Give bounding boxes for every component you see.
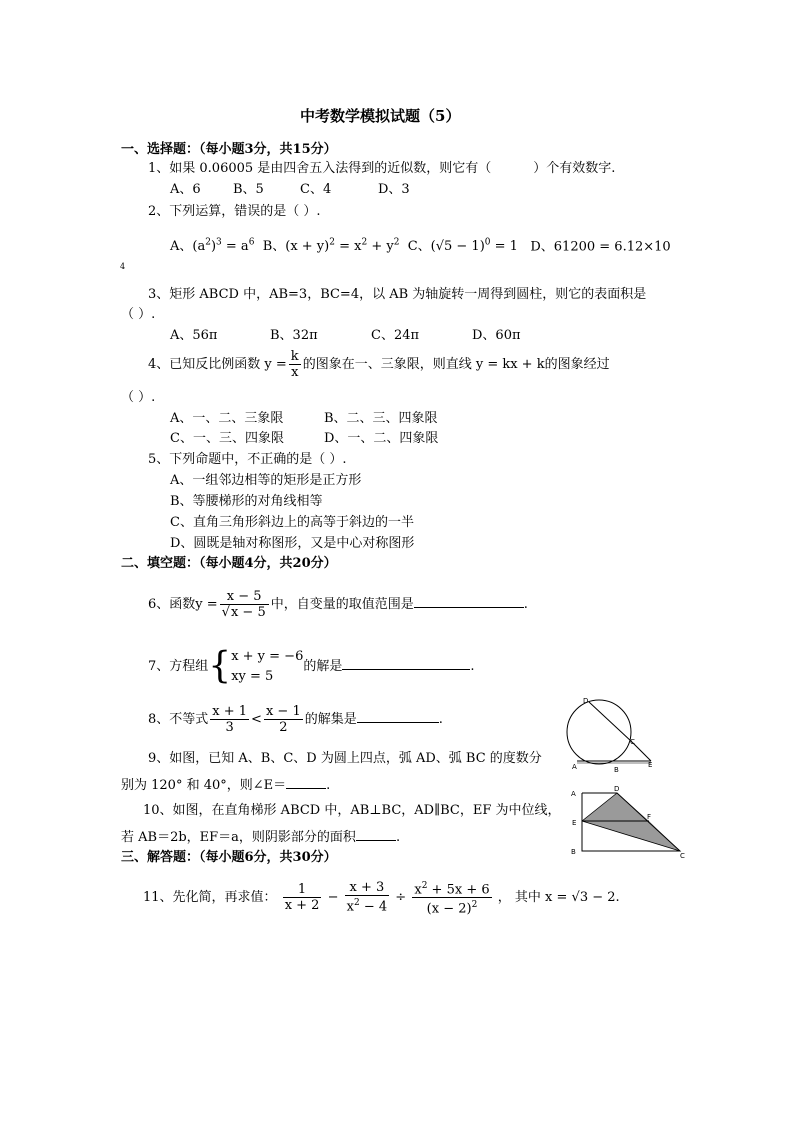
- q4-option-a: A、一、二、三象限: [170, 411, 284, 426]
- q8: 8、不等式 $\frac{x + 1}{3}$ < $\frac{x - 1}{2}$ 的解集是 .: [148, 704, 443, 735]
- q9-line-1: 9、如图，已知 A、B、C、D 为圆上四点，弧 AD、弧 BC 的度数分: [148, 751, 542, 766]
- shaded-upper: [582, 793, 652, 821]
- q11: 11、先化简，再求值： $\frac{1}{x + 2}$ − $\frac{x + 3}{x^2 - 4}$ ÷ $\frac{x^2 + 5x + 6}{(x - 2)^2}$ ， 其中 x = √3 − 2.: [143, 880, 620, 917]
- q3-option-a: A、56π: [170, 328, 218, 343]
- q1-option-d: D、3: [378, 182, 410, 197]
- label-d: D: [614, 785, 620, 793]
- q2-option-a: A、$(a^2)^3 = a^6$: [170, 238, 255, 255]
- q3-option-b: B、32π: [270, 328, 318, 343]
- label-a: A: [572, 763, 577, 771]
- label-b: B: [614, 766, 619, 774]
- q10-trapezoid-figure: [567, 783, 692, 861]
- q9-circle-figure: [563, 692, 658, 774]
- q5-option-c: C、直角三角形斜边上的高等于斜边的一半: [170, 515, 414, 530]
- chord-dc: [589, 702, 632, 742]
- q5-option-d: D、圆既是轴对称图形，又是中心对称图形: [170, 536, 415, 551]
- label-f: F: [647, 813, 652, 821]
- q3-option-d: D、60π: [472, 328, 521, 343]
- label-a: A: [571, 790, 576, 798]
- q3-option-c: C、24π: [371, 328, 420, 343]
- q7: 7、方程组{ x + y = −6 xy = 5 的解是 .: [148, 645, 475, 687]
- label-d: D: [583, 697, 589, 705]
- q1-option-a: A、6: [170, 182, 201, 197]
- q4-option-b: B、二、三、四象限: [324, 411, 438, 426]
- q4-option-c: C、一、三、四象限: [170, 431, 284, 446]
- q3-stem-2: （ ）.: [121, 307, 156, 322]
- q1-option-b: B、5: [233, 182, 264, 197]
- q1-stem-a: 1、如果 0.06005 是由四舍五入法得到的近似数，则它有（: [148, 161, 492, 176]
- q6: 6、函数y = $\frac{x - 5}{√x - 5}$ 中，自变量的取值范围是 .: [148, 589, 528, 620]
- q5-stem: 5、下列命题中，不正确的是（ ）.: [148, 452, 347, 467]
- q2-option-b: B、$(x + y)^2 = x^2 + y^2$: [262, 238, 400, 255]
- q2-option-c: C、$(√5 - 1)^0 = 1$: [407, 238, 518, 255]
- q2-stem: 2、下列运算，错误的是（ ）.: [148, 204, 321, 219]
- q4-line: y = kx + k: [475, 357, 545, 372]
- q10-line-2: 若 AB＝2b，EF＝a，则阴影部分的面积 .: [121, 830, 401, 845]
- q9-line-2: 别为 120° 和 40°，则∠E＝ .: [121, 778, 331, 793]
- q4-option-d: D、一、二、四象限: [324, 431, 439, 446]
- section-1-heading: 一、选择题：（每小题3分，共15分）: [121, 142, 337, 157]
- q1-option-c: C、4: [300, 182, 332, 197]
- label-e: E: [648, 761, 653, 769]
- q8-answer-blank[interactable]: [357, 710, 439, 723]
- q5-option-b: B、等腰梯形的对角线相等: [170, 494, 323, 509]
- q2-option-d: D、61200 = 6.12×10: [530, 239, 671, 255]
- label-b: B: [571, 848, 576, 856]
- label-e: E: [572, 819, 577, 827]
- q2-option-d-exponent: 4: [120, 262, 126, 271]
- section-2-heading: 二、填空题：（每小题4分，共20分）: [121, 556, 337, 571]
- q10-line-1: 10、如图，在直角梯形 ABCD 中，AB⊥BC，AD∥BC，EF 为中位线，: [143, 803, 561, 818]
- section-3-heading: 三、解答题：（每小题6分，共30分）: [121, 850, 337, 865]
- q4-stem: 4、已知反比例函数 y = $\frac{k}{x}$ 的图象在一、三象限，则直线 y = kx + k的图象经过: [148, 349, 610, 380]
- q1-stem-b: ）个有效数字.: [533, 161, 616, 176]
- q6-answer-blank[interactable]: [414, 595, 524, 608]
- q4-function: y = $\frac{k}{x}$: [264, 349, 299, 380]
- q10-answer-blank[interactable]: [356, 828, 396, 841]
- q4-stem-2: （ ）.: [121, 390, 156, 405]
- q9-answer-blank[interactable]: [286, 776, 326, 789]
- q1-stem: [148, 160, 615, 178]
- q5-option-a: A、一组邻边相等的矩形是正方形: [170, 473, 362, 488]
- label-c: C: [630, 738, 635, 746]
- q7-answer-blank[interactable]: [342, 657, 470, 670]
- label-c: C: [680, 852, 685, 860]
- q3-stem: 3、矩形 ABCD 中，AB=3，BC=4，以 AB 为轴旋转一周得到圆柱，则它的表面积是: [148, 287, 647, 302]
- q2-options: [170, 234, 671, 256]
- page-title: 中考数学模拟试题（5）: [300, 107, 461, 125]
